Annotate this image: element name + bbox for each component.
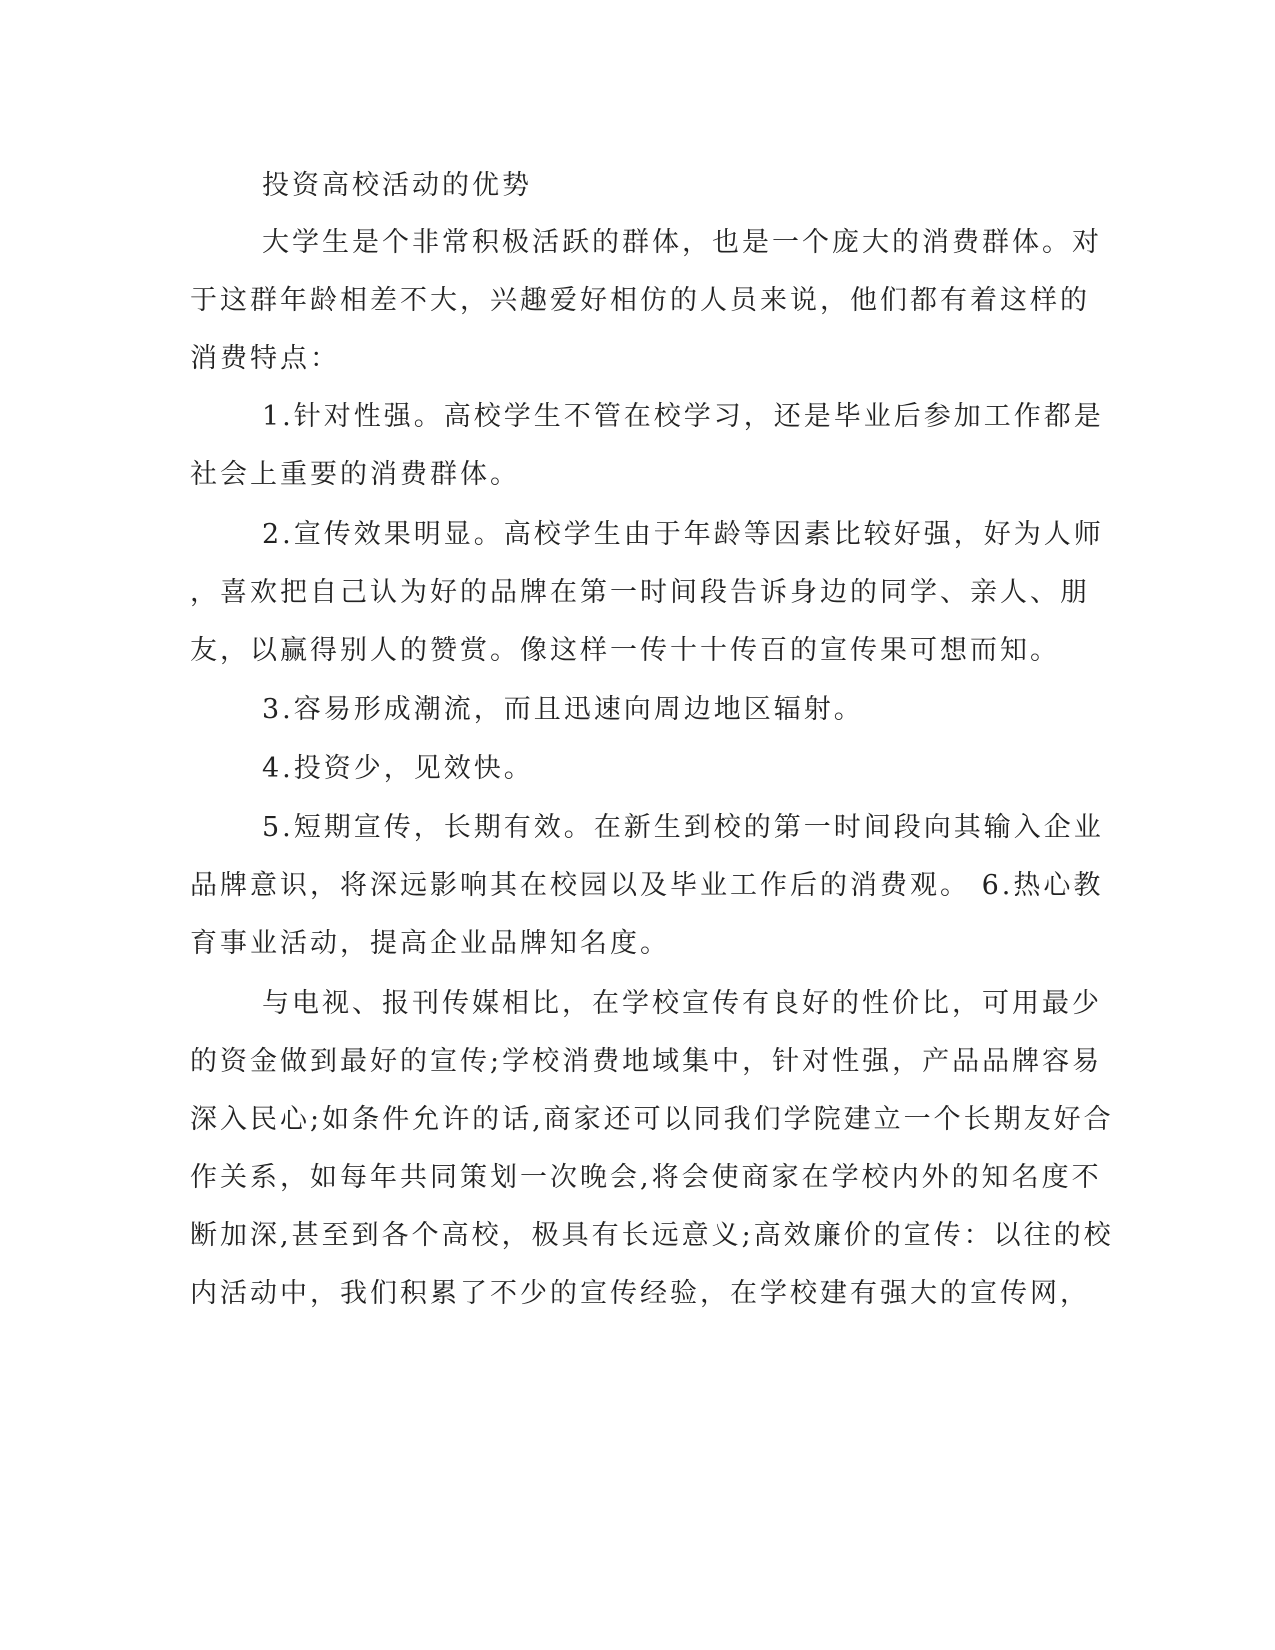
paragraph-line: 社会上重要的消费群体。	[190, 459, 520, 490]
document-title: 投资高校活动的优势	[262, 170, 532, 201]
paragraph-line: 断加深,甚至到各个高校，极具有长远意义;高效廉价的宣传：以往的校	[190, 1220, 1114, 1251]
paragraph-line: 3.容易形成潮流，而且迅速向周边地区辐射。	[262, 694, 864, 725]
paragraph-line: 消费特点：	[190, 343, 340, 374]
paragraph-line: 友，以赢得别人的赞赏。像这样一传十十传百的宣传果可想而知。	[190, 635, 1060, 666]
paragraph-line: 于这群年龄相差不大，兴趣爱好相仿的人员来说，他们都有着这样的	[190, 285, 1090, 316]
paragraph-line: 4.投资少，见效快。	[262, 753, 534, 784]
paragraph-line: ，喜欢把自己认为好的品牌在第一时间段告诉身边的同学、亲人、朋	[190, 577, 1090, 608]
paragraph-line: 育事业活动，提高企业品牌知名度。	[190, 928, 670, 959]
paragraph-line: 品牌意识，将深远影响其在校园以及毕业工作后的消费观。 6.热心教	[190, 870, 1104, 901]
paragraph-line: 5.短期宣传，长期有效。在新生到校的第一时间段向其输入企业	[262, 812, 1104, 843]
paragraph-line: 与电视、报刊传媒相比，在学校宣传有良好的性价比，可用最少	[262, 988, 1102, 1019]
paragraph-line: 的资金做到最好的宣传;学校消费地域集中，针对性强，产品品牌容易	[190, 1046, 1103, 1077]
paragraph-line: 大学生是个非常积极活跃的群体，也是一个庞大的消费群体。对	[262, 227, 1102, 258]
paragraph-line: 1.针对性强。高校学生不管在校学习，还是毕业后参加工作都是	[262, 401, 1104, 432]
paragraph-line: 内活动中，我们积累了不少的宣传经验，在学校建有强大的宣传网，	[190, 1278, 1090, 1309]
paragraph-line: 深入民心;如条件允许的话,商家还可以同我们学院建立一个长期友好合	[190, 1104, 1114, 1135]
paragraph-line: 2.宣传效果明显。高校学生由于年龄等因素比较好强，好为人师	[262, 519, 1104, 550]
paragraph-line: 作关系，如每年共同策划一次晚会,将会使商家在学校内外的知名度不	[190, 1162, 1102, 1193]
